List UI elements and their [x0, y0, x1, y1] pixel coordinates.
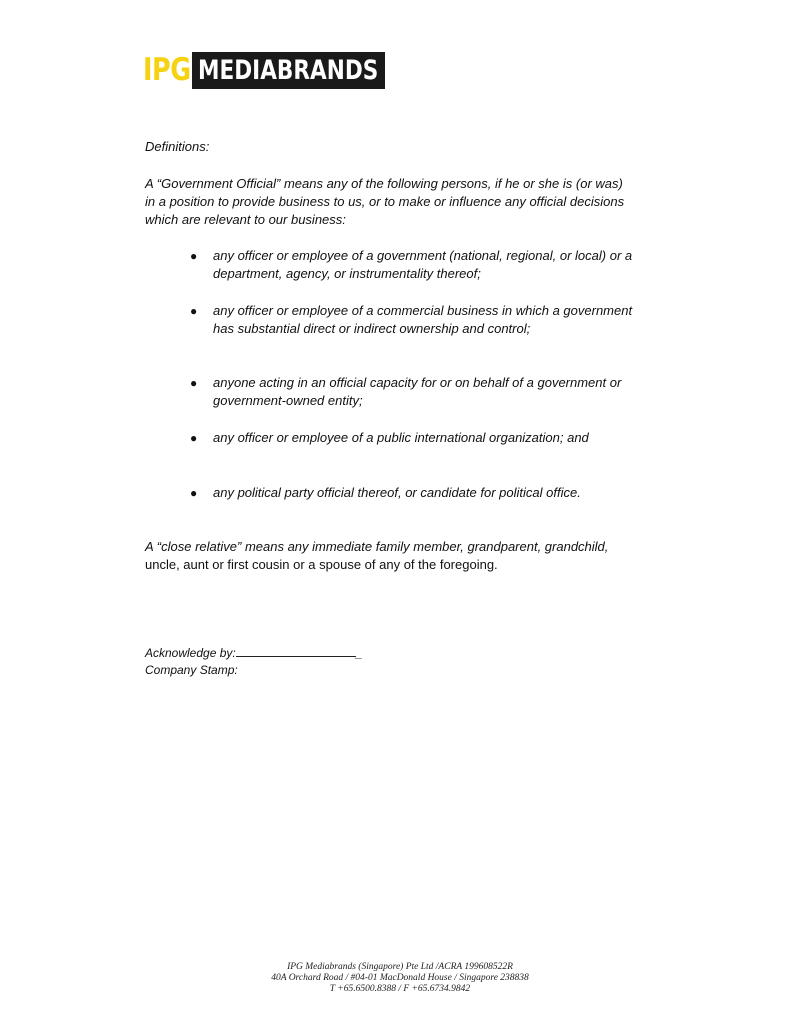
footer-line-1: IPG Mediabrands (Singapore) Pte Ltd /ACRA 199608522R	[287, 962, 513, 972]
definitions-heading: Definitions:	[145, 139, 210, 154]
gov-official-line-2: in a position to provide business to us, or to make or influence any official decisions	[145, 194, 625, 209]
acknowledge-line	[145, 644, 362, 662]
acknowledge-label: Acknowledge by:	[145, 646, 236, 660]
bullet-5-line-1: any political party official thereof, or candidate for political office.	[213, 485, 581, 500]
bullet-3-line-1: anyone acting in an official capacity for or on behalf of a government or	[213, 375, 622, 390]
gov-official-line-3: which are relevant to our business:	[145, 212, 346, 227]
bullet-dot-icon: ●	[190, 304, 198, 318]
company-logo	[143, 52, 385, 89]
logo-brand-box	[192, 52, 385, 89]
bullet-4-line-1: any officer or employee of a public international organization; and	[213, 430, 589, 445]
bullet-2-line-2: has substantial direct or indirect ownership and control;	[213, 321, 531, 336]
close-relative-line-1: A “close relative” means any immediate family member, grandparent, grandchild,	[145, 539, 609, 554]
bullet-dot-icon: ●	[190, 431, 198, 445]
bullet-3-line-2: government-owned entity;	[213, 393, 363, 408]
acknowledge-underscore: _	[355, 646, 363, 660]
footer-line-3: T +65.6500.8388 / F +65.6734.9842	[329, 984, 471, 994]
signature-underline[interactable]	[236, 644, 356, 657]
close-relative-line-2: uncle, aunt or first cousin or a spouse of any of the foregoing.	[145, 557, 498, 572]
logo-brand-text: MEDIABRANDS	[198, 55, 379, 86]
bullet-dot-icon: ●	[190, 486, 198, 500]
bullet-2-line-1: any officer or employee of a commercial business in which a government	[213, 303, 633, 318]
bullet-dot-icon: ●	[190, 249, 198, 263]
bullet-1-line-1: any officer or employee of a government (national, regional, or local) or a	[213, 248, 633, 263]
bullet-1-line-2: department, agency, or instrumentality thereof;	[213, 266, 481, 281]
footer-line-2: 40A Orchard Road / #04-01 MacDonald House / Singapore 238838	[271, 973, 529, 983]
company-stamp-label: Company Stamp:	[145, 663, 238, 677]
gov-official-line-1: A “Government Official” means any of the following persons, if he or she is (or was)	[145, 176, 623, 191]
bullet-dot-icon: ●	[190, 376, 198, 390]
logo-ipg-text: IPG	[143, 52, 191, 88]
